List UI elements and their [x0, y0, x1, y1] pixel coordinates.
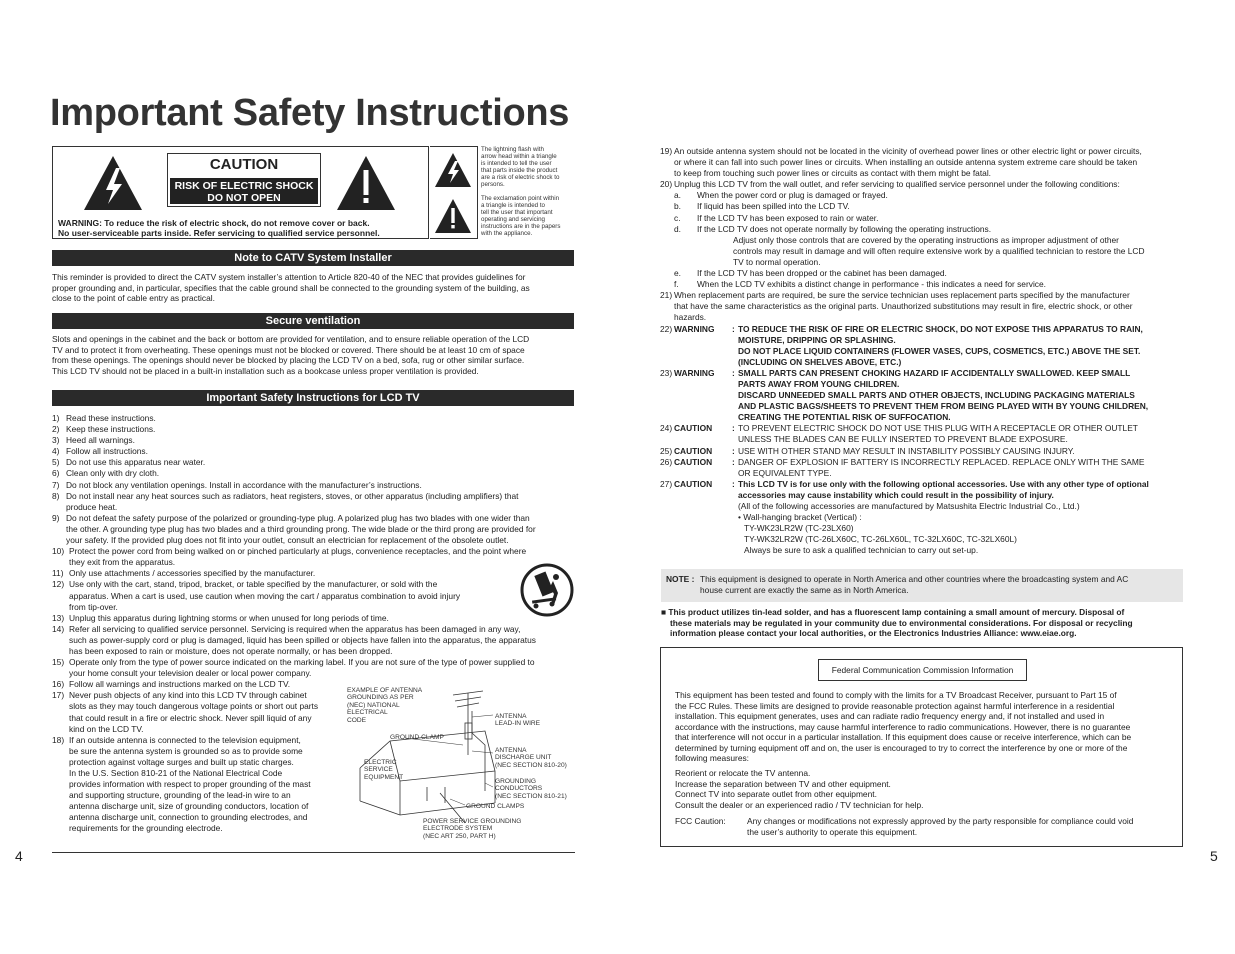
warning-item: 24) CAUTION : TO PREVENT ELECTRIC SHOCK DO NOT USE THIS PLUG WITH A RECEPTACLE OR OTHER OUTLET UNLESS THE BLADES CAN BE FULLY INSERTED TO PREVENT BLADE EXPOSURE.: [660, 423, 1138, 445]
list-item-text: Clean only with dry cloth.: [66, 468, 160, 479]
sub-item: a. When the power cord or plug is damaged or frayed.: [674, 190, 888, 201]
list-item-text: Only use attachments / accessories specified by the manufacturer.: [69, 568, 316, 579]
list-item-number: 5): [52, 457, 60, 468]
warning-item: 25) CAUTION : USE WITH OTHER STAND MAY RESULT IN INSTABILITY POSSIBLY CAUSING INJURY.: [660, 445, 1075, 456]
lightning-description: The lightning flash with arrow head within a triangle is intended to tell the user that parts inside the product are a risk of electric shock to persons.: [481, 146, 560, 188]
list-item: [52, 468, 578, 479]
ventilation-heading: Secure ventilation: [52, 313, 574, 329]
right-instruction-list: [660, 146, 1190, 556]
diagram-ground-clamp-label: GROUND CLAMP: [390, 734, 444, 741]
list-item-number: 8): [52, 490, 60, 501]
list-item-number: 6): [52, 468, 60, 479]
list-item: [52, 657, 578, 679]
cart-warning-icon: [520, 563, 574, 617]
list-item-text: Follow all warnings and instructions marked on the LCD TV.: [69, 679, 291, 690]
caution-word: CAUTION: [209, 156, 279, 173]
page-title: Important Safety Instructions: [50, 92, 570, 134]
list-item: [52, 491, 578, 513]
diagram-power-label: POWER SERVICE GROUNDING ELECTRODE SYSTEM (NEC ART 250, PART H): [423, 818, 522, 840]
warning-item: 23) WARNING : SMALL PARTS CAN PRESENT CHOKING HAZARD IF ACCIDENTALLY SWALLOWED. KEEP SMALL PARTS AWAY FROM YOUNG CHILDREN. DISCARD UNNEEDED SMALL PARTS AND OTHER OBJECTS, INCLUDING PACKAGING MATERIALS AND PLASTIC BAGS/SHEETS TO PREVENT THEM FROM BEING PLAYED WITH BY YOUNG CHILDREN, CREATING THE POTENTIAL RISK OF SUFFOCATION.: [660, 367, 1149, 423]
warning-item: 27) CAUTION : This LCD TV is for use only with the following optional accessories. Use with any other type of optional accessories may cause instability which could result in the possibility of injury. (All of the following accessories are manufactured by Matsushita Electric Industrial Co., Ltd.) • Wall-hanging bracket (Vertical) : TY-WK23LR2W (TC-23LX60) TY-WK32LR2W (TC-26LX60C, TC-26LX60L, TC-32LX60C, TC-32LX60L) Always be sure to ask a qualified technician to carry out set-up.: [660, 478, 1149, 556]
list-item: [52, 568, 578, 579]
ventilation-text: Slots and openings in the cabinet and the back or bottom are provided for ventilation, and to ensure reliable operation of the LCD TV and to protect it from overheating. These openings must not be blocked or covered. There should be at least 10 cm of space from these openings. The openings should never be blocked by placing the LCD TV on a bed, sofa, rug or other similar surface. This LCD TV should not be placed in a built-in installation such as a bookcase unless proper ventilation is provided.: [52, 334, 530, 376]
sub-item: d. If the LCD TV does not operate normally by following the operating instructions.: [674, 223, 992, 234]
list-item-text: Do not defeat the safety purpose of the polarized or grounding-type plug. A polarized plug has two blades with one wider than the other. A grounding type plug has two blades and a third grounding prong. The wide blade or the third prong are provided for your safety. If the provided plug does not fit into your outlet, consult an electrician for replacement of the obsolete outlet.: [66, 512, 536, 546]
page-number-right: 5: [1210, 848, 1218, 864]
list-item-text: Follow all instructions.: [66, 446, 148, 457]
list-item-number: 4): [52, 446, 60, 457]
lightning-warning-icon: [82, 154, 144, 212]
list-item-text: Keep these instructions.: [66, 424, 156, 435]
diagram-antenna-lead-label: ANTENNA LEAD-IN WIRE: [495, 713, 541, 728]
list-item: [52, 613, 578, 624]
list-item: [52, 546, 578, 568]
list-item-number: 9): [52, 512, 60, 523]
caution-warning-text: WARNING: To reduce the risk of electric shock, do not remove cover or back. No user-serviceable parts inside. Refer servicing to qualified service personnel.: [58, 218, 380, 238]
list-item-text: Do not install near any heat sources such as radiators, heat registers, stoves, or other apparatus (including amplifiers) that produce heat.: [66, 490, 519, 512]
list-item-text: Do not use this apparatus near water.: [66, 457, 206, 468]
list-item-text: Do not block any ventilation openings. Install in accordance with the manufacturer’s instructions.: [66, 479, 422, 490]
list-item-number: 1): [52, 413, 60, 423]
list-item: [52, 624, 578, 657]
list-item-text: Refer all servicing to qualified service personnel. Servicing is required when the apparatus has been damaged in any way, such as power-supply cord or plug is damaged, liquid has been spilled or objects have fallen into the apparatus, the apparatus has been exposed to rain or moisture, does not operate normally, or has been dropped.: [69, 623, 536, 656]
list-item-text: Unplug this apparatus during lightning storms or when unused for long periods of time.: [69, 612, 389, 623]
diagram-conductors-label: GROUNDING CONDUCTORS (NEC SECTION 810-21): [495, 778, 567, 800]
list-item-number: 3): [52, 435, 60, 446]
list-item: 20) Unplug this LCD TV from the wall outlet, and refer servicing to qualified service personnel under the following conditions:: [660, 179, 1120, 190]
list-item-number: 17): [52, 690, 65, 701]
caution-label-box: [52, 146, 429, 239]
list-item-number: 16): [52, 679, 65, 690]
list-item-number: 12): [52, 579, 65, 590]
list-item: [52, 513, 578, 546]
exclamation-description: The exclamation point within a triangle is intended to tell the user that important operating and servicing instructions are in the papers with the appliance.: [481, 195, 561, 237]
sub-item: f. When the LCD TV exhibits a distinct change in performance - this indicates a need for service.: [674, 279, 1046, 290]
list-item-number: 2): [52, 424, 60, 435]
list-item: [52, 579, 578, 612]
list-item-text: If an outside antenna is connected to the television equipment, be sure the antenna system is grounded so as to provide some protection against voltage surges and built up static charges. In the U.S. Section 810-21 of the National Electrical Code provides information with respect to proper grounding of the mast and supporting structure, grounding of the lead-in wire to an antenna discharge unit, size of grounding conductors, location of antenna discharge unit, connection to grounding electrodes, and requirements for the grounding electrode.: [69, 734, 311, 834]
list-item-text: Use only with the cart, stand, tripod, bracket, or table specified by the manufacturer, or sold with the apparatus. When a cart is used, use caution when moving the cart / apparatus combination to avoid injury from tip-over.: [69, 579, 461, 612]
diagram-example-label: EXAMPLE OF ANTENNA GROUNDING AS PER (NEC) NATIONAL ELECTRICAL CODE: [347, 687, 423, 724]
solder-disposal-notice: ■ This product utilizes tin-lead solder, and has a fluorescent lamp containing a small amount of mercury. Disposal of these materials may be regulated in your community due to environmental considerations. For disposal or recycling information please contact your local authorities, or the Electronics Industries Alliance: www.eiae.org.: [661, 607, 1133, 638]
list-item: 21) When replacement parts are required, be sure the service technician uses replacement parts specified by the manufacturer that have the same characteristics as the original parts. Unauthorized substitutions may result in fire, electric shock, or other hazards.: [660, 290, 1133, 323]
note-text: This equipment is designed to operate in North America and other countries where the broadcasting system and AC house current are exactly the same as in North America.: [700, 574, 1129, 595]
list-item-number: 13): [52, 612, 65, 623]
sub-item: e. If the LCD TV has been dropped or the cabinet has been damaged.: [674, 268, 947, 279]
list-item: [52, 413, 578, 424]
list-item-number: 14): [52, 623, 65, 634]
fcc-paragraph: This equipment has been tested and found to comply with the limits for a TV Broadcast Receiver, pursuant to Part 15 of the FCC Rules. These limits are designed to provide reasonable protection against harmful interference in a residential installation. This equipment generates, uses and can radiate radio frequency energy and, if not installed and used in accordance with the instructions, may cause harmful interference to radio communications. However, there is no guarantee that interference will not occur in a particular installation. If this equipment does cause or receive interference, which can be determined by turning equipment off and on, the user is encouraged to try to correct the interference by one or more of the following measures:: [675, 690, 1132, 763]
list-item-number: 7): [52, 479, 60, 490]
list-item: [52, 457, 578, 468]
lightning-symbol-icon: [434, 152, 472, 188]
fcc-measures: Reorient or relocate the TV antenna. Increase the separation between TV and other equipment. Connect TV into separate outlet from other equipment. Consult the dealer or an experienced radio / TV technician for help.: [675, 768, 924, 810]
list-item: [52, 480, 578, 491]
note-label: NOTE :: [666, 574, 695, 584]
lcd-heading: Important Safety Instructions for LCD TV: [52, 390, 574, 406]
list-item: [52, 435, 578, 446]
exclamation-symbol-icon: [434, 198, 472, 234]
fcc-title: Federal Communication Commission Information: [818, 659, 1027, 681]
diagram-ground-clamps-label: GROUND CLAMPS: [466, 803, 525, 810]
list-item-text: Operate only from the type of power source indicated on the marking label. If you are not sure of the type of power supplied to your home consult your television dealer or local power company.: [69, 657, 535, 679]
risk-label: RISK OF ELECTRIC SHOCK DO NOT OPEN: [170, 178, 318, 204]
list-item-text: Heed all warnings.: [66, 435, 135, 446]
page-number-left: 4: [15, 848, 23, 864]
list-item-number: 15): [52, 657, 65, 668]
caution-panel: [167, 153, 321, 207]
list-item: [52, 424, 578, 435]
catv-heading: Note to CATV System Installer: [52, 250, 574, 266]
left-footer-rule: [52, 852, 575, 853]
exclamation-warning-icon: [335, 154, 397, 212]
list-item-number: 10): [52, 546, 65, 557]
list-item-number: 11): [52, 568, 64, 579]
sub-item: c. If the LCD TV has been exposed to rain or water.: [674, 212, 879, 223]
warning-item: 22) WARNING : TO REDUCE THE RISK OF FIRE OR ELECTRIC SHOCK, DO NOT EXPOSE THIS APPARATUS TO RAIN, MOISTURE, DRIPPING OR SPLASHING. DO NOT PLACE LIQUID CONTAINERS (FLOWER VASES, CUPS, COSMETICS, ETC.) ABOVE THE SET. (INCLUDING ON SHELVES ABOVE, ETC.): [660, 323, 1143, 367]
list-item: [52, 446, 578, 457]
fcc-information-box: [660, 647, 1183, 847]
symbol-box: [430, 146, 478, 239]
list-item: 19) An outside antenna system should not be located in the vicinity of overhead power lines or other electric light or power circuits, or where it can fall into such power lines or circuits. When installing an outside antenna system extreme care should be taken to keep from touching such power lines or circuits as contact with them might be fatal.: [660, 146, 1142, 179]
list-item-text: Read these instructions.: [66, 413, 156, 423]
sub-item: b. If liquid has been spilled into the LCD TV.: [674, 201, 850, 212]
warning-item: 26) CAUTION : DANGER OF EXPLOSION IF BATTERY IS INCORRECTLY REPLACED. REPLACE ONLY WITH THE SAME OR EQUIVALENT TYPE.: [660, 456, 1145, 478]
diagram-electric-label: ELECTRIC SERVICE EQUIPMENT: [364, 759, 404, 781]
fcc-caution: FCC Caution: Any changes or modifications not expressly approved by the party responsible for compliance could void the user’s authority to operate this equipment.: [675, 816, 1134, 837]
diagram-discharge-label: ANTENNA DISCHARGE UNIT (NEC SECTION 810-20): [495, 747, 567, 769]
list-item-text: Never push objects of any kind into this LCD TV through cabinet slots as they may touch dangerous voltage points or short out parts that could result in a fire or electric shock. Never spill liquid of any kind on the LCD TV.: [69, 690, 319, 734]
note-box: [661, 569, 1183, 602]
sub-item-detail: Adjust only those controls that are covered by the operating instructions as improper adjustment of other controls may result in damage and will often require extensive work by a qualified technician to restore the LCD TV to normal operation.: [733, 234, 1145, 267]
list-item-number: 18): [52, 734, 65, 745]
catv-text: This reminder is provided to direct the CATV system installer’s attention to Article 820-40 of the NEC that provides guidelines for proper grounding and, in particular, specifies that the cable ground shall be connected to the grounding system of the building, as close to the point of cable entry as practical.: [52, 272, 530, 303]
list-item-text: Protect the power cord from being walked on or pinched particularly at plugs, convenience receptacles, and the point where they exit from the apparatus.: [69, 546, 527, 568]
